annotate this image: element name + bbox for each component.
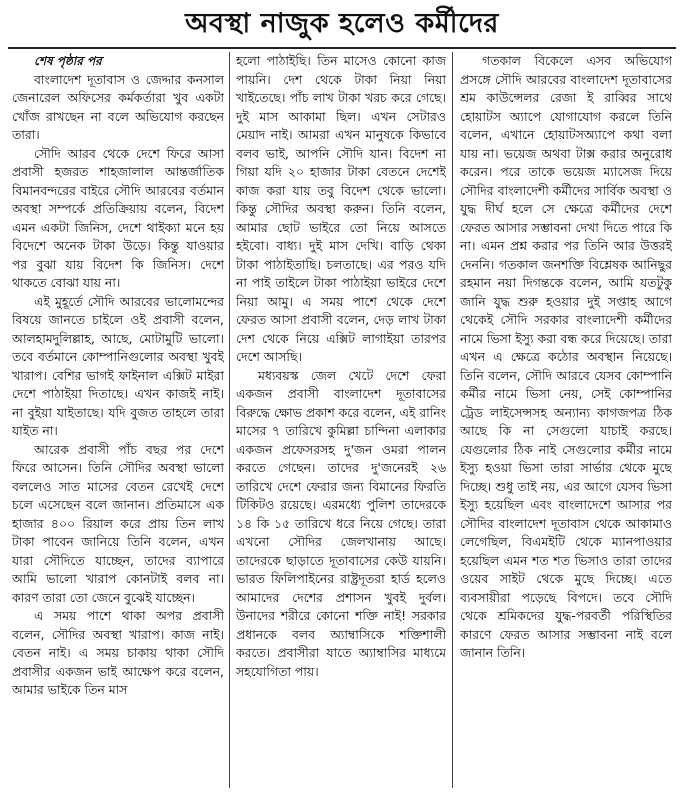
col1-paragraph-1: বাংলাদেশ দূতাবাস ও জেদ্দার কনসাল জেনারেল অফিসের কর্মকর্তারা খুব একটা খোঁজ রাখছেন না বলে অভিযোগ করছেন তারা। — [12, 71, 224, 142]
article-column-1 — [12, 52, 224, 790]
column-divider-2 — [452, 52, 453, 788]
col2-paragraph-1: হলো পাঠাইছি। তিন মাসেও কোনো কাজ পায়নি। দেশ থেকে টাকা নিয়া নিয়া খাইতেছে। পাঁচ লাখ টাকা খরচ করে গেছে। দুই মাস আকামা ছিল। এখন সেটারও মেয়াদ নাই। আমরা এখন মানুষকে কিভাবে বলব ভাই, আপনি সৌদি যান। বিদেশ না গিয়া যদি ২০ হাজার টাকা বেতনে দেশেই কাজ করা যায় তবু বিদেশ থেকে ভালো। কিন্তু সৌদির অবস্থা করুন। তিনি বলেন, আমার ছোট ভাইরে তো নিয়ে আসতে হইবো। বাধ্য। দুই মাস দেখি। বাড়ি থেকা টাকা পাঠাইতাছি। চলতাছে। এর পরও যদি না পাই তাইলে টাকা পাঠাইয়া ভাইরে দেশে নিয়া আমু। এ সময় পাশে থেকে দেশে ফেরত আসা প্রবাসী বলেন, দেড় লাখ টাকা দেশ থেকে নিয়ে এক্সিট লাগাইয়া তারপর দেশে আসছি। — [236, 53, 446, 364]
article-column-2 — [236, 52, 446, 790]
article-column-3 — [460, 52, 672, 790]
headline-rule — [8, 47, 676, 49]
col1-paragraph-5: এ সময় পাশে থাকা অপর প্রবাসী বলেন, সৌদির অবস্থা খারাপ। কাজ নাই। বেতন নাই। এ সময় চাকায় থাকা সৌদি প্রবাসীর একজন ভাই আক্ষেপ করে বলেন, আমার ভাইকে তিন মাস — [12, 608, 224, 697]
continued-from-label: শেষ পৃষ্ঠার পর — [34, 54, 102, 68]
col3-paragraph-1: গতকাল বিকেলে এসব অভিযোগ প্রসঙ্গে সৌদি আরবের বাংলাদেশ দূতাবাসের শ্রম কাউন্সেলর রেজা ই রাব্বির সাথে হোয়াটস অ্যাপে যোগাযোগ করলে তিনি বলেন, এখানে হোয়াটসঅ্যাপে কথা বলা যায় না। ভয়েজ অথবা টাক্স করার অনুরোধ করেন। পরে তাকে ভয়েজ ম্যাসেজ দিয়ে সৌদির বাংলাদেশী কর্মীদের সার্বিক অবস্থা ও যুদ্ধ দীর্ঘ হলে সে ক্ষেত্রে কর্মীদের দেশে ফেরত আসার সম্ভাবনা দেখা দিতে পারে কি না। এমন প্রশ্ন করার পর তিনি আর উত্তরই দেননি। গতকাল জনশক্তি বিশ্লেষক আনিছুর রহমান নয়া দিগন্তকে বলেন, আমি যতটুকু জানি যুদ্ধ শুরু হওয়ার দুই সপ্তাহ আগে থেকেই সৌদি সরকার বাংলাদেশী কর্মীদের নামে ভিসা ইস্যু করা বন্ধ করে দিয়েছে। তারা এখন এ ক্ষেত্রে কঠোর অবস্থান নিয়েছে। তিনি বলেন, সৌদি আরবে যেসব কোম্পানি কর্মীর নামে ভিসা নেয়, সেই কোম্পানির ট্রেড লাইসেন্সসহ অন্যান্য কাগজপত্র ঠিক আছে কি না সেগুলো যাচাই করছে। যেগুলোর ঠিক নাই সেগুলোর কর্মীর নামে ইস্যু হওয়া ভিসা তারা সার্ভার থেকে মুছে দিচ্ছে। শুধু তাই নয়, এর আগে যেসব ভিসা ইস্যু হয়েছিল এবং বাংলাদেশে আসার পর সৌদির বাংলাদেশ দূতাবাস থেকে আকামাও লেগেছিল, বিএমইটি থেকে ম্যানপাওয়ার হয়েছিল এমন শত শত ভিসাও তারা তাদের ওয়েব সাইট থেকে মুছে দিচ্ছে। এতে ব্যবসায়ীরা পড়েছে বিপদে। তবে সৌদি থেকে শ্রমিকদের যুদ্ধ-পরবর্তী পরিস্থিতির কারণে ফেরত আসার সম্ভাবনা নাই বলে জানান তিনি। — [460, 53, 672, 660]
col1-paragraph-2: সৌদি আরব থেকে দেশে ফিরে আসা প্রবাসী হজরত শাহজালাল আন্তর্জাতিক বিমানবন্দরের বাইরে সৌদি আরবের বর্তমান অবস্থা সম্পর্কে প্রতিক্রিয়ায় বলেন, বিদেশ এমন একটা জিনিস, দেশে থাইক্যা মনে হয় বিদেশে অনেক টাকা উড়ে। কিন্তু যাওয়ার পর বুঝা যায় বিদেশ কি জিনিস। দেশে থাকতে বোঝা যায় না। — [12, 145, 224, 290]
col2-paragraph-2: মধ্যবয়স্ক জেল খেটে দেশে ফেরা একজন প্রবাসী বাংলাদেশ দূতাবাসের বিরুদ্ধে ক্ষোভ প্রকাশ করে বলেন, এই রানিং মাসের ৭ তারিখে কুমিল্লা চান্দিনা এলাকার একজন প্রফেসরসহ দু'জন ওমরা পালন করতে গেছেন। তাদের দু'জনেরই ২৬ তারিখে দেশে ফেরার জন্য বিমানের ফিরতি টিকিটও রয়েছে। এরমধ্যে পুলিশ তাদেরকে ১৪ কি ১৫ তারিখে ধরে নিয়ে গেছে। তারা এখনো সৌদির জেলখানায় আছে। তাদেরকে ছাড়াতে দূতাবাসের কেউ যায়নি। ভারত ফিলিপাইনের রাষ্ট্রদূতরা হার্ড হলেও আমাদের দেশের প্রশাসন খুবই দুর্বল। উনাদের শরীরে কোনো শক্তি নাই! সরকার প্রধানকে বলব অ্যাম্বাসিকে শক্তিশালী করতে। প্রবাসীরা যাতে অ্যাম্বাসির মাধ্যমে সহযোগিতা পায়। — [236, 367, 446, 679]
column-divider-1 — [229, 52, 230, 788]
article-headline: অবস্থা নাজুক হলেও কর্মীদের — [185, 8, 499, 39]
col1-paragraph-3: এই মুহূর্তে সৌদি আরবের ভালোমন্দের বিষয়ে জানতে চাইলে ওই প্রবাসী বলেন, আলহামদুলিল্লাহ, আছে, মোটামুটি ভালো। তবে বর্তমানে কোম্পানিগুলোর অবস্থা খুবই খারাপ। বেশির ভাগই ফাইনাল এক্সিট মাইরা দেশে পাঠাইয়া দিতাছে। এখন কাজই নাই। না বুইয়া যাইতাছে। যদি বুজত তাহলে তারা যাইত না। — [12, 293, 224, 438]
col1-paragraph-4: আরেক প্রবাসী পাঁচ বছর পর দেশে ফিরে আসেন। তিনি সৌদির অবস্থা ভালো বললেও সাত মাসের বেতন রেখেই দেশে চলে এসেছেন বলে জানান। প্রতিমাসে এক হাজার ৪০০ রিয়াল করে প্রায় তিন লাখ টাকা পাবেন জানিয়ে তিনি বলেন, এখন যারা সৌদিতে যাচ্ছেন, তাদের ব্যাপারে আমি ভালো খারাপ কোনটাই বলব না। কারণ তারা তো জেনে বুঝেই যাচ্ছেন। — [12, 441, 224, 605]
